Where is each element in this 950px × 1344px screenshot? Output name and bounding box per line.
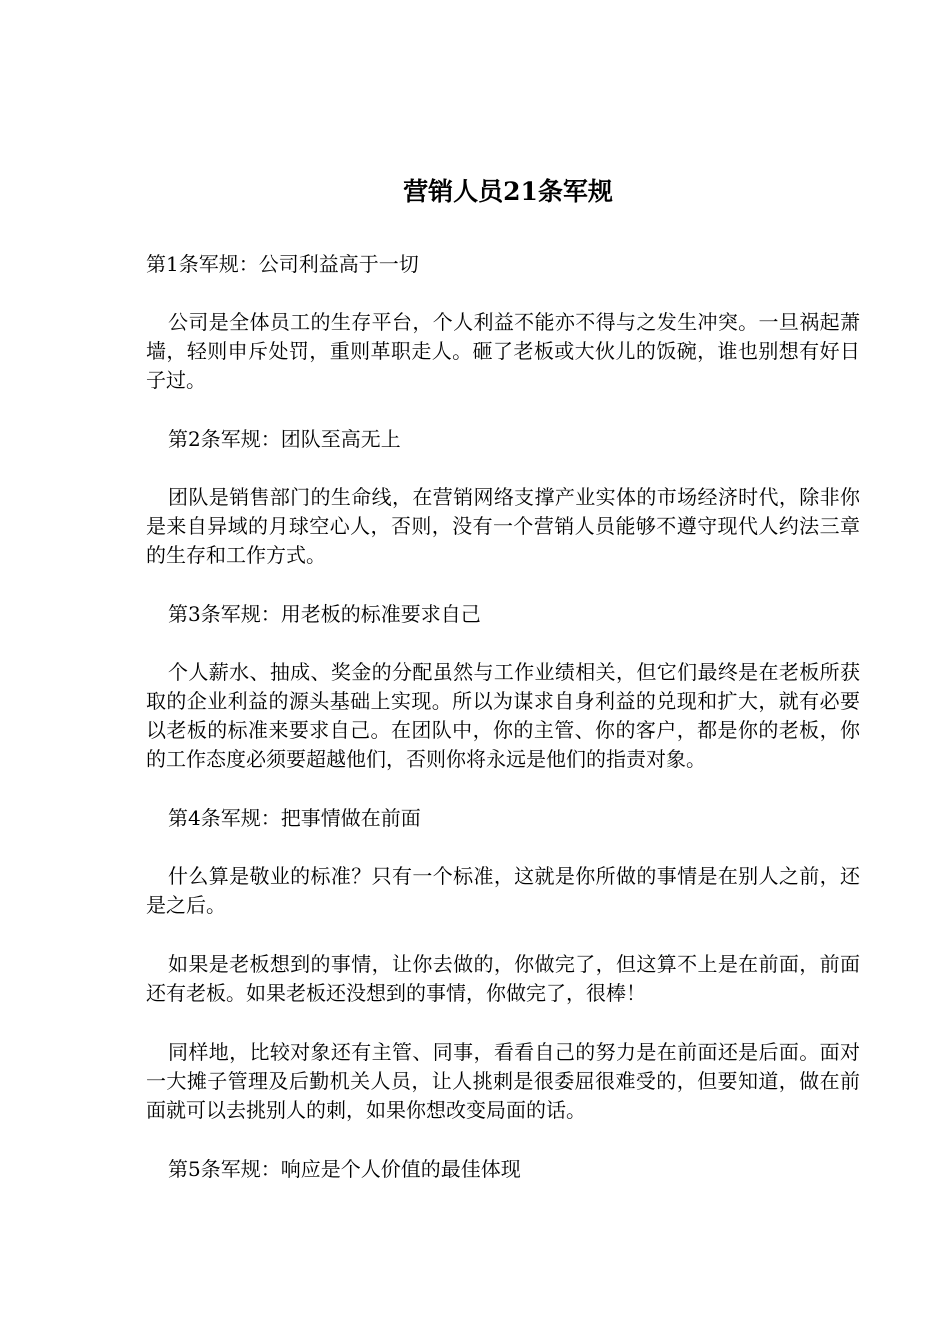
rule-heading-2: 第2条军规：团队至高无上 bbox=[168, 427, 401, 451]
document-title: 营销人员21条军规 bbox=[403, 177, 613, 206]
rule-heading-1: 第1条军规：公司利益高于一切 bbox=[146, 252, 419, 276]
rule-paragraph-4a: 什么算是敬业的标准？只有一个标准，这就是你所做的事情是在别人之前，还是之后。 bbox=[146, 864, 860, 917]
rule-paragraph-3: 个人薪水、抽成、奖金的分配虽然与工作业绩相关，但它们最终是在老板所获取的企业利益的源头基础上实现。所以为谋求自身利益的兑现和扩大，就有必要以老板的标准来要求自己。在团队中，你的主管、你的客户，都是你的老板，你的工作态度必须要超越他们，否则你将永远是他们的指责对象。 bbox=[146, 660, 860, 771]
rule-paragraph-4b: 如果是老板想到的事情，让你去做的，你做完了，但这算不上是在前面，前面还有老板。如果老板还没想到的事情，你做完了，很棒！ bbox=[146, 952, 860, 1005]
rule-heading-3: 第3条军规：用老板的标准要求自己 bbox=[168, 602, 481, 626]
rule-heading-4: 第4条军规：把事情做在前面 bbox=[168, 806, 421, 830]
rule-paragraph-2: 团队是销售部门的生命线，在营销网络支撑产业实体的市场经济时代，除非你是来自异域的月球空心人，否则，没有一个营销人员能够不遵守现代人约法三章的生存和工作方式。 bbox=[146, 485, 860, 567]
document-body bbox=[146, 250, 860, 1184]
rule-heading-5: 第5条军规：响应是个人价值的最佳体现 bbox=[168, 1157, 521, 1181]
rule-paragraph-4c: 同样地，比较对象还有主管、同事，看看自己的努力是在前面还是后面。面对一大摊子管理及后勤机关人员，让人挑刺是很委屈很难受的，但要知道，做在前面就可以去挑别人的刺，如果你想改变局面的话。 bbox=[146, 1040, 860, 1122]
rule-paragraph-1: 公司是全体员工的生存平台，个人利益不能亦不得与之发生冲突。一旦祸起萧墙，轻则申斥处罚，重则革职走人。砸了老板或大伙儿的饭碗，谁也别想有好日子过。 bbox=[146, 310, 860, 392]
